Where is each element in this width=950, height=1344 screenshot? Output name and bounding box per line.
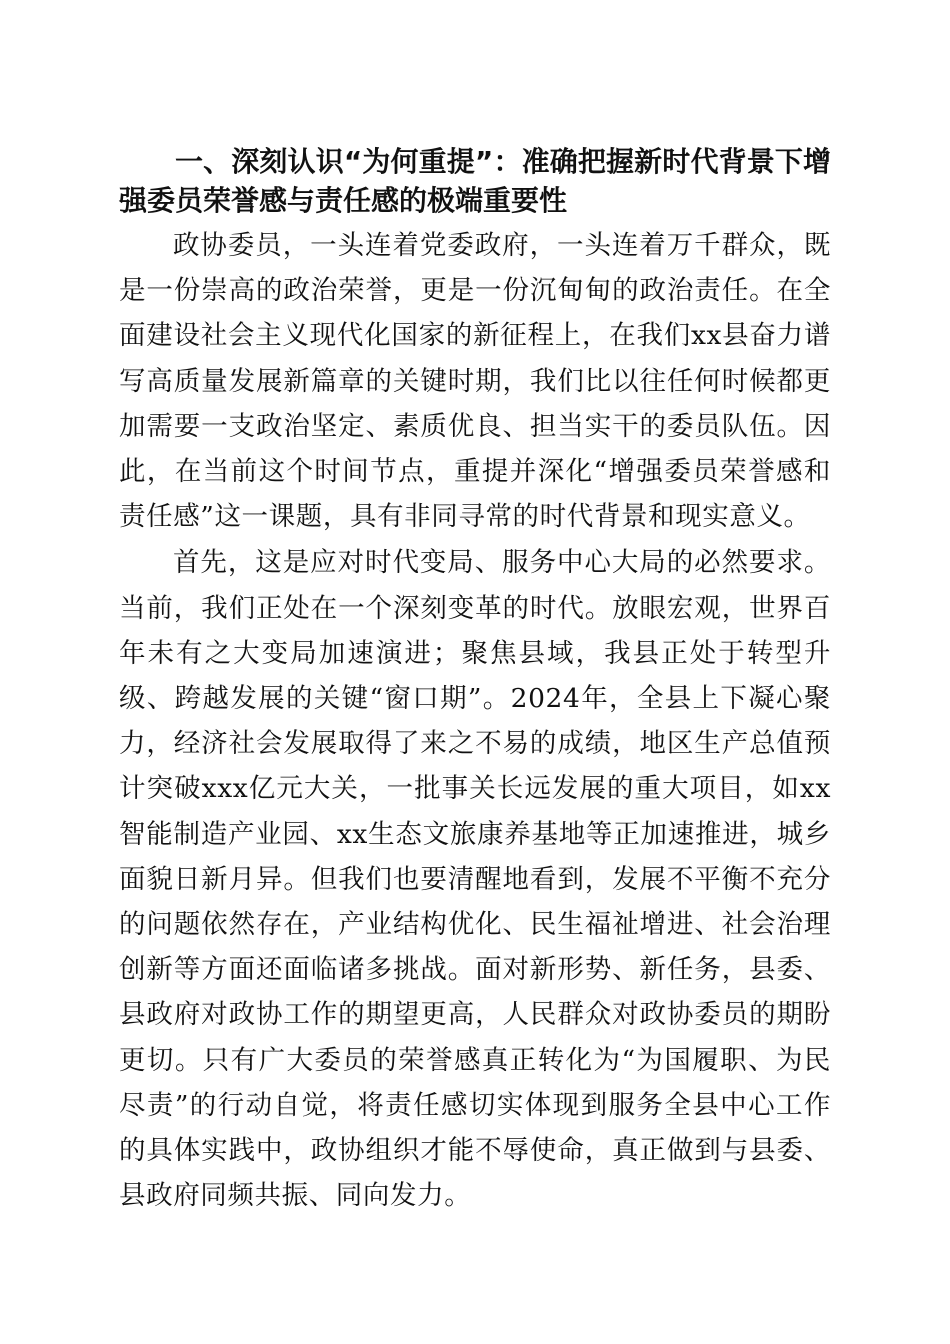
section-heading: 一、深刻认识“为何重提”：准确把握新时代背景下增强委员荣誉感与责任感的极端重要性 bbox=[119, 145, 831, 217]
document-page bbox=[119, 142, 831, 1218]
paragraph-intro: 政协委员，一头连着党委政府，一头连着万千群众，既是一份崇高的政治荣誉，更是一份沉甸甸的政治责任。在全面建设社会主义现代化国家的新征程上，在我们xx县奋力谱写高质量发展新篇章的关键时期，我们比以往任何时候都更加需要一支政治坚定、素质优良、担当实干的委员队伍。因此，在当前这个时间节点，重提并深化“增强委员荣誉感和责任感”这一课题，具有非同寻常的时代背景和现实意义。 bbox=[119, 230, 831, 533]
paragraph-first-point: 首先，这是应对时代变局、服务中心大局的必然要求。当前，我们正处在一个深刻变革的时代。放眼宏观，世界百年未有之大变局加速演进；聚焦县域，我县正处于转型升级、跨越发展的关键“窗口期”。2024年，全县上下凝心聚力，经济社会发展取得了来之不易的成绩，地区生产总值预计突破xxx亿元大关，一批事关长远发展的重大项目，如xx智能制造产业园、xx生态文旅康养基地等正加速推进，城乡面貌日新月异。但我们也要清醒地看到，发展不平衡不充分的问题依然存在，产业结构优化、民生福祉增进、社会治理创新等方面还面临诸多挑战。面对新形势、新任务，县委、县政府对政协工作的期望更高，人民群众对政协委员的期盼更切。只有广大委员的荣誉感真正转化为“为国履职、为民尽责”的行动自觉，将责任感切实体现到服务全县中心工作的具体实践中，政协组织才能不辱使命，真正做到与县委、县政府同频共振、同向发力。 bbox=[119, 547, 831, 1212]
